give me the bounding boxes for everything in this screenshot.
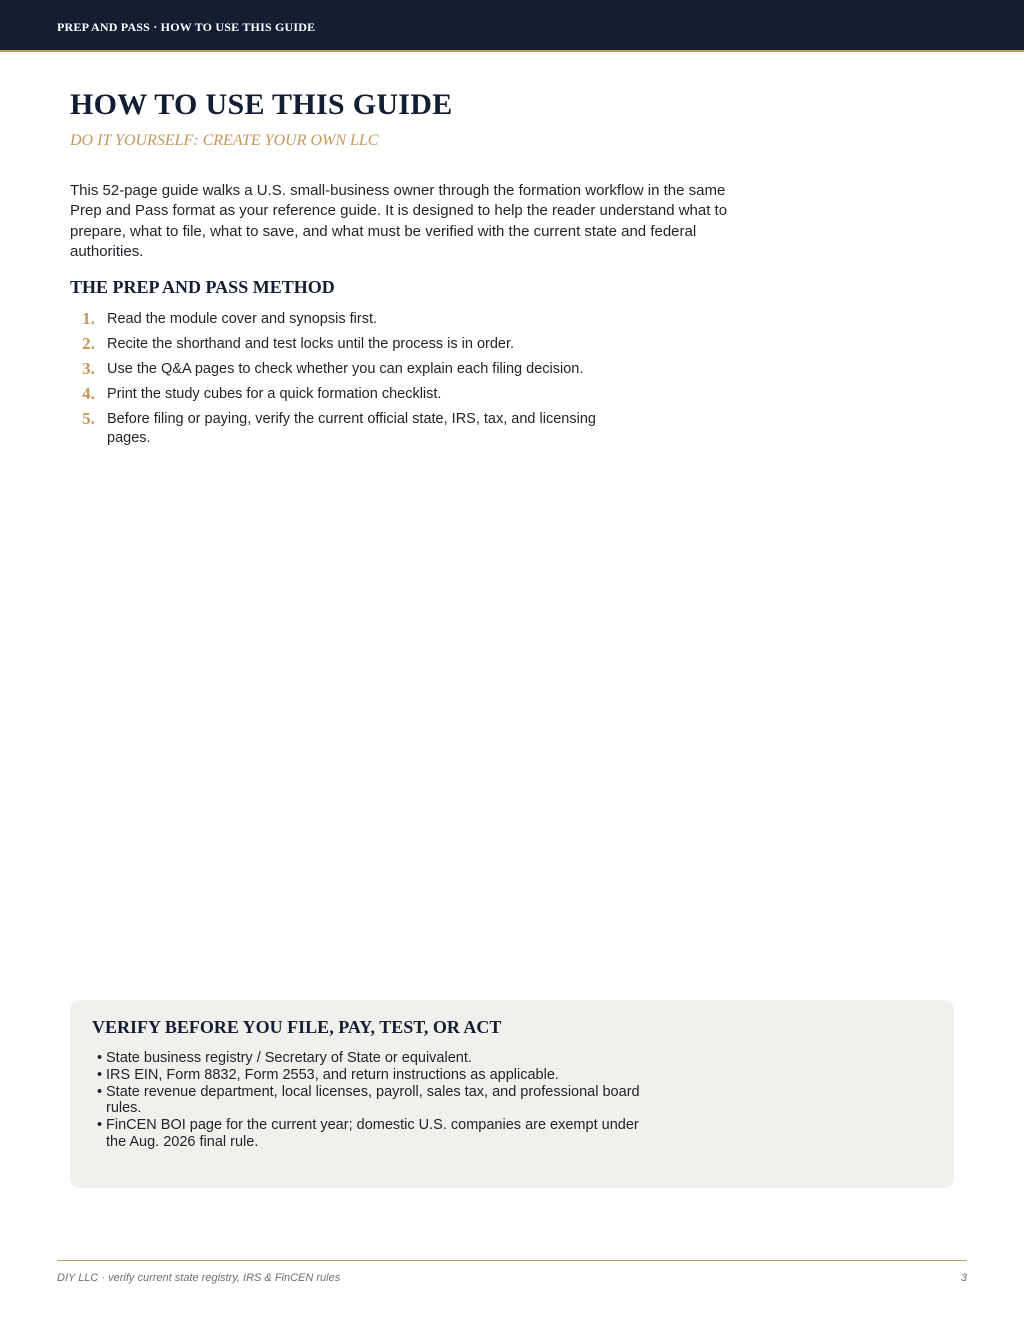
verify-item-text: FinCEN BOI page for the current year; domestic U.S. companies are exempt under the Aug. 2026 final rule. [106,1117,639,1150]
step-number: 3. [82,359,95,378]
footer-divider [57,1260,967,1261]
page-title: HOW TO USE THIS GUIDE [70,88,453,121]
bullet-marker: • [97,1117,103,1134]
step-number: 4. [82,384,95,403]
step-text: Print the study cubes for a quick formation checklist. [107,386,442,402]
verify-list-item [97,1067,662,1084]
step-number: 1. [82,309,95,328]
verify-item-text: State business registry / Secretary of State or equivalent. [106,1050,472,1066]
step-text: Before filing or paying, verify the current official state, IRS, tax, and licensing pages. [107,411,596,446]
bullet-marker: • [97,1083,103,1100]
page-subtitle: DO IT YOURSELF: CREATE YOUR OWN LLC [70,132,379,149]
verify-list-item [97,1050,662,1067]
bullet-marker: • [97,1066,103,1083]
footer-note: DIY LLC · verify current state registry, IRS & FinCEN rules [57,1272,341,1284]
verify-callout-box [70,1000,954,1188]
method-heading: THE PREP AND PASS METHOD [70,277,335,297]
step-text: Recite the shorthand and test locks until the process is in order. [107,336,515,352]
method-step [70,309,630,329]
method-step [70,334,630,354]
verify-item-text: IRS EIN, Form 8832, Form 2553, and return instructions as applicable. [106,1066,559,1083]
step-number: 5. [82,409,95,428]
step-text: Use the Q&A pages to check whether you can explain each filing decision. [107,361,584,377]
method-step [70,384,630,404]
step-text: Read the module cover and synopsis first. [107,311,377,327]
verify-list [97,1050,662,1151]
verify-item-text: State revenue department, local licenses, payroll, sales tax, and professional board rules. [106,1083,640,1117]
method-step [70,359,630,379]
page-number: 3 [960,1272,967,1284]
method-step [70,409,630,448]
bullet-marker: • [97,1050,103,1066]
intro-paragraph: This 52-page guide walks a U.S. small-business owner through the formation workflow in the same Prep and Pass format as your reference guide. It is designed to help the reader understand what to prepare, what to file, what to save, and what must be verified with the current state and federal authorities. [70,182,728,260]
verify-heading: VERIFY BEFORE YOU FILE, PAY, TEST, OR ACT [92,1017,502,1037]
method-steps-list [70,309,630,453]
running-head: PREP AND PASS · HOW TO USE THIS GUIDE [57,20,316,34]
step-number: 2. [82,334,95,353]
verify-list-item [97,1117,662,1151]
top-header-bar [0,0,1024,52]
verify-list-item [97,1084,662,1118]
